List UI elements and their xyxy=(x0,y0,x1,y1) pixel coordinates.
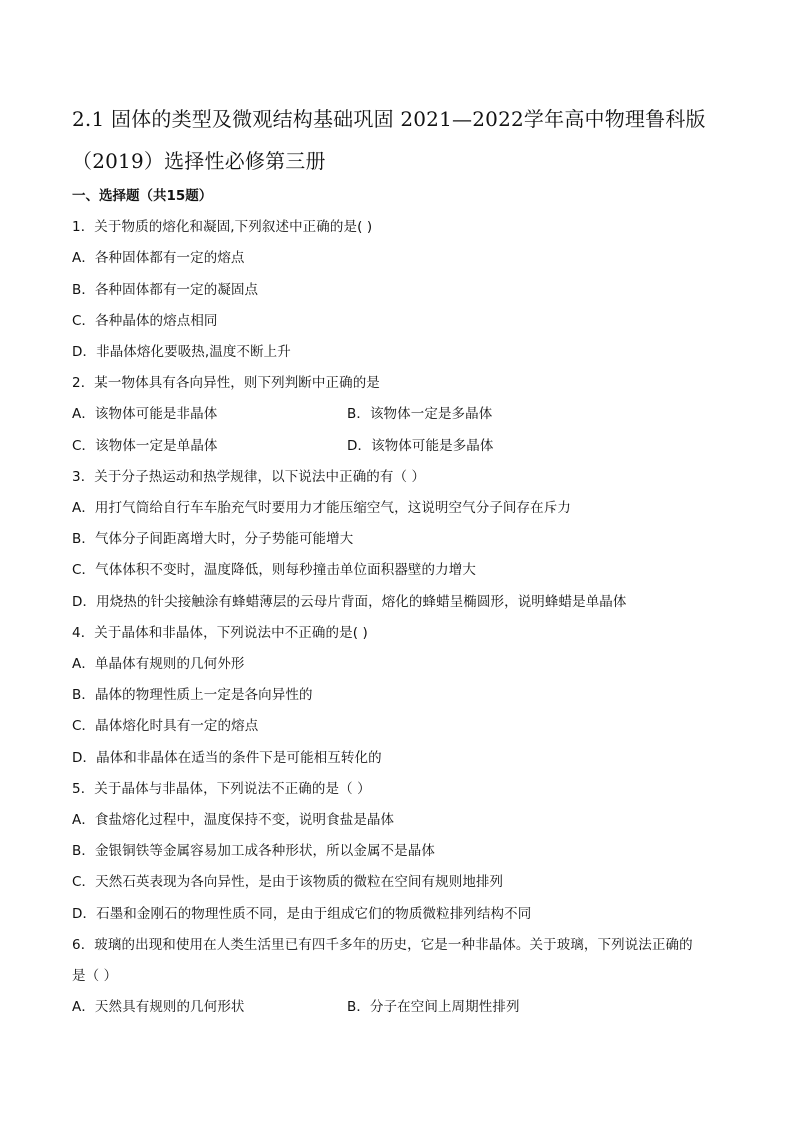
question-2-stem: 2．某一物体具有各向异性，则下列判断中正确的是 xyxy=(72,375,380,391)
question-1-option-d: D．非晶体熔化要吸热,温度不断上升 xyxy=(72,344,291,360)
question-1-option-a: A．各种固体都有一定的熔点 xyxy=(72,250,245,266)
question-4-option-b: B．晶体的物理性质上一定是各向异性的 xyxy=(72,687,313,703)
question-6-option-a: A．天然具有规则的几何形状 xyxy=(72,999,245,1015)
question-3-stem: 3．关于分子热运动和热学规律，以下说法中正确的有（ ） xyxy=(72,469,426,485)
question-4-stem: 4．关于晶体和非晶体，下列说法中不正确的是( ) xyxy=(72,625,368,641)
question-1-option-c: C．各种晶体的熔点相同 xyxy=(72,313,218,329)
question-1-stem: 1．关于物质的熔化和凝固,下列叙述中正确的是( ) xyxy=(72,219,373,235)
question-4-option-d: D．晶体和非晶体在适当的条件下是可能相互转化的 xyxy=(72,750,382,766)
question-5-stem: 5．关于晶体与非晶体，下列说法不正确的是（ ） xyxy=(72,781,371,797)
question-4-option-c: C．晶体熔化时具有一定的熔点 xyxy=(72,718,259,734)
question-1-option-b: B．各种固体都有一定的凝固点 xyxy=(72,282,259,298)
document-title-line-1: 2.1 固体的类型及微观结构基础巩固 2021—2022学年高中物理鲁科版 xyxy=(72,107,706,131)
question-5-option-d: D．石墨和金刚石的物理性质不同，是由于组成它们的物质微粒排列结构不同 xyxy=(72,906,532,922)
question-6-option-b: B．分子在空间上周期性排列 xyxy=(347,999,520,1015)
question-3-option-d: D．用烧热的针尖接触涂有蜂蜡薄层的云母片背面，熔化的蜂蜡呈椭圆形，说明蜂蜡是单晶体 xyxy=(72,594,627,610)
question-2-option-d: D．该物体可能是多晶体 xyxy=(347,438,494,454)
question-2-option-a: A．该物体可能是非晶体 xyxy=(72,406,218,422)
question-6-stem-continued: 是（ ） xyxy=(72,968,118,984)
question-3-option-c: C．气体体积不变时，温度降低，则每秒撞击单位面积器壁的力增大 xyxy=(72,562,476,578)
question-5-option-b: B．金银铜铁等金属容易加工成各种形状，所以金属不是晶体 xyxy=(72,843,435,859)
question-5-option-a: A．食盐熔化过程中，温度保持不变，说明食盐是晶体 xyxy=(72,812,395,828)
question-2-option-b: B．该物体一定是多晶体 xyxy=(347,406,493,422)
question-5-option-c: C．天然石英表现为各向异性，是由于该物质的微粒在空间有规则地排列 xyxy=(72,874,504,890)
question-6-stem: 6．玻璃的出现和使用在人类生活里已有四千多年的历史，它是一种非晶体。关于玻璃，下列说法正确的 xyxy=(72,937,693,953)
question-3-option-a: A．用打气筒给自行车车胎充气时要用力才能压缩空气，这说明空气分子间存在斥力 xyxy=(72,500,571,516)
question-4-option-a: A．单晶体有规则的几何外形 xyxy=(72,656,245,672)
question-3-option-b: B．气体分子间距离增大时，分子势能可能增大 xyxy=(72,531,354,547)
document-title-line-2: （2019）选择性必修第三册 xyxy=(72,149,326,173)
section-heading: 一、选择题（共15题） xyxy=(72,188,213,204)
question-2-option-c: C．该物体一定是单晶体 xyxy=(72,438,218,454)
